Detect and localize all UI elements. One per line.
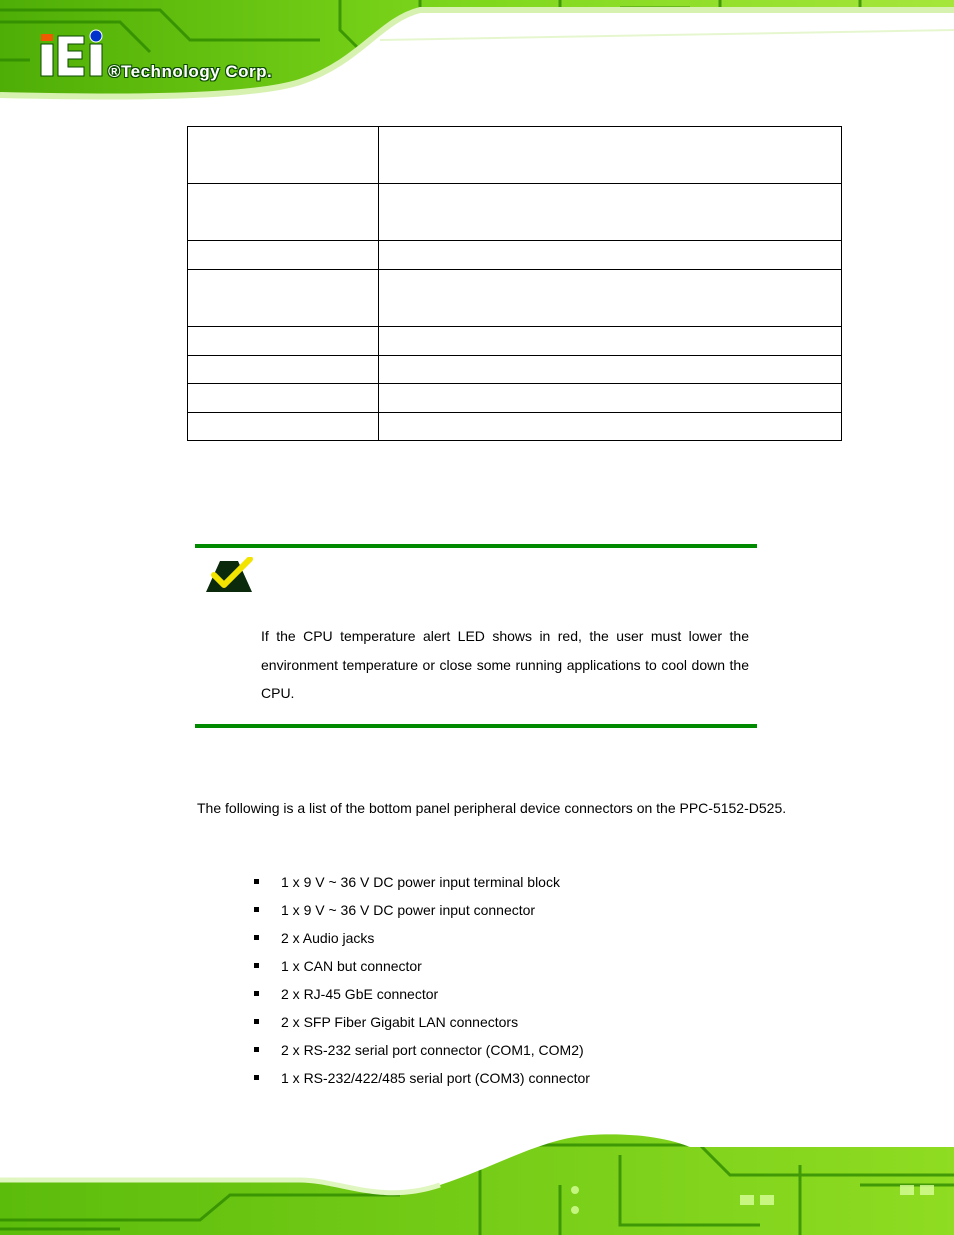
list-item-text: 2 x RS-232 serial port connector (COM1, COM2)	[281, 1042, 584, 1058]
list-item	[254, 1064, 590, 1092]
list-item-text: 1 x 9 V ~ 36 V DC power input connector	[281, 902, 536, 918]
table-row	[188, 127, 842, 184]
table-cell	[188, 241, 379, 270]
iei-logo-mark	[38, 28, 108, 80]
circuit-board-background	[0, 1125, 954, 1235]
list-item-text: 1 x 9 V ~ 36 V DC power input terminal block	[281, 874, 560, 890]
spec-table	[187, 126, 842, 441]
bullet-icon	[254, 935, 259, 940]
footer-banner	[0, 1125, 954, 1235]
table-cell	[188, 413, 379, 441]
brand-name: ®Technology Corp.	[108, 62, 273, 81]
table-row	[188, 413, 842, 441]
table-row	[188, 356, 842, 384]
header-banner	[0, 0, 954, 112]
bullet-icon	[254, 991, 259, 996]
table-row	[188, 184, 842, 241]
table-cell	[379, 184, 842, 241]
table-cell	[379, 241, 842, 270]
table-cell	[379, 270, 842, 327]
list-item	[254, 896, 590, 924]
table-cell	[188, 270, 379, 327]
iei-logo	[38, 28, 298, 84]
table-cell	[379, 327, 842, 356]
note-bottom-rule	[195, 724, 757, 728]
table-cell	[188, 127, 379, 184]
table-cell	[188, 327, 379, 356]
list-item	[254, 1036, 590, 1064]
list-item-text: 1 x CAN but connector	[281, 958, 422, 974]
bullet-icon	[254, 1047, 259, 1052]
table-cell	[379, 384, 842, 413]
table-row	[188, 327, 842, 356]
list-item-text: 2 x SFP Fiber Gigabit LAN connectors	[281, 1014, 519, 1030]
table-cell	[188, 184, 379, 241]
checkmark-icon	[204, 557, 254, 593]
list-item-text: 2 x RJ-45 GbE connector	[281, 986, 439, 1002]
table-cell	[188, 384, 379, 413]
connector-list	[254, 868, 590, 1092]
note-top-rule	[195, 544, 757, 548]
table-row	[188, 270, 842, 327]
list-item	[254, 980, 590, 1008]
table-cell	[379, 127, 842, 184]
list-item	[254, 868, 590, 896]
table-cell	[379, 413, 842, 441]
table-cell	[379, 356, 842, 384]
list-item	[254, 1008, 590, 1036]
list-item	[254, 924, 590, 952]
intro-paragraph: The following is a list of the bottom panel peripheral device connectors on the PPC-5152-D525.	[197, 800, 787, 816]
list-item-text: 1 x RS-232/422/485 serial port (COM3) connector	[281, 1070, 590, 1086]
table-cell	[188, 356, 379, 384]
list-item	[254, 952, 590, 980]
bullet-icon	[254, 963, 259, 968]
table-row	[188, 384, 842, 413]
bullet-icon	[254, 1019, 259, 1024]
note-text: If the CPU temperature alert LED shows in red, the user must lower the environment temperature or close some running applications to cool down the CPU.	[261, 628, 749, 701]
bullet-icon	[254, 879, 259, 884]
bullet-icon	[254, 1075, 259, 1080]
list-item-text: 2 x Audio jacks	[281, 930, 375, 946]
table-row	[188, 241, 842, 270]
bullet-icon	[254, 907, 259, 912]
